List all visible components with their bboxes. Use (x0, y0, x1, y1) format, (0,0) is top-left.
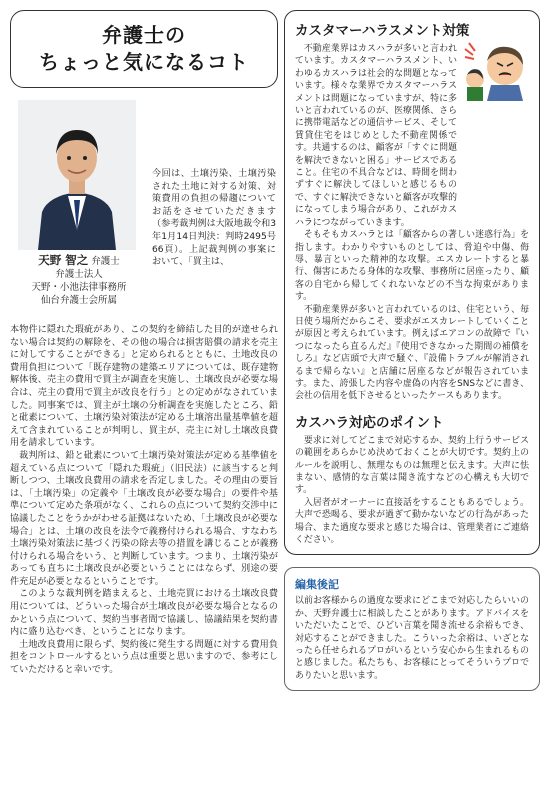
points-title: カスハラ対応のポイント (295, 414, 444, 431)
editor-note-box (284, 567, 540, 691)
article-title-box (10, 10, 278, 88)
author-org-1: 弁護士法人 (55, 269, 103, 280)
article-body (10, 324, 278, 677)
angry-customer-illustration (461, 39, 531, 101)
article-paragraph-1: 本物件に隠れた瑕疵があり、この契約を締結した目的が達せられない場合は契約の解除を、その他の場合は損害賠償の請求を売主に対してすることができる」と定められるとともに、土地改良の費用負担について「既存建物の建築エリアについては、既存建物解体後、売主の費用で買主が調査を実施し、土壌改良が必要な場合は、売主の費用で買主が改良を行う」との定めがなされていました。同事案では、買主が土壌の分析調査を実施したところ、鉛と砒素について、土壌汚染対策法が定める土壌溶出量基準値を超えて含まれていることが判明し、買主が、売主に対し土壌改良費用を請求しています。 (10, 325, 278, 449)
article-paragraph-3: このような裁判例を踏まえると、土地売買における土壌改良費用については、どういった場合が土壌改良が必要な場合となるのかという点について、契約当事者間で協議し、協議結果を契約書内に盛り込むべき、ということになります。 (10, 589, 278, 638)
points-paragraph-1: 要求に対してどこまで対応するか、契約上行うサービスの範囲をあらかじめ決めておくことが大切です。契約上のルールを説明し、無理なものは無理と伝えます。大声に怯まない、感情的な言葉は聞き流すなどの心構えも大切です。 (295, 435, 529, 496)
harassment-paragraph-1: 不動産業界はカスハラが多いと言われています。カスタマーハラスメント、いわゆるカスハラは社会的な問題となっています。様々な業界でカスタマーハラスメントは問題になっていますが、特に多いと言われているのが、医療関係、さらに携帯電話などの通信サービス、そして賃貸住宅をはじめとした不動産関係です。共通するのは、顧客が「すぐに問題を解決できないと困る」サービスであること。住宅の不具合などは、時間を問わずすぐに解決してほしいと感じるもので、すぐに解決できないと顧客が攻撃的になってしまう場合があり、これがカスハラにつながっていきます。 (295, 44, 457, 228)
author-org-3: 仙台弁護士会所属 (40, 295, 117, 306)
harassment-paragraph-3: 不動産業界が多いと言われているのは、住宅という、毎日使う場所だからこそ、要求がエスカレートしていくことが原因と考えられています。例えばエアコンの故障で『いつになったら直るんだ』『使用できなかった期間の補償をしろ』など店頭で大声で騒ぐ、『設備トラブルが解消されるまで帰らない』と店舗に居座るなどが報告されています。また、誇張した内容や虚偽の内容をSNSなどに書き、会社の信用を低下させるといったケースもあります。 (295, 304, 529, 402)
harassment-paragraph-2: そもそもカスハラとは「顧客からの著しい迷惑行為」を指します。わかりやすいものとしては、脅迫や中傷、侮辱、暴言といった精神的な攻撃。エスカレートすると暴行、傷害にあたる身体的な攻撃、事務所に居座ったり、顧客の自宅から帰してくれないなどの不当な拘束があります。 (295, 230, 529, 303)
lawyer-portrait-photo (18, 100, 136, 250)
article-paragraph-2: 裁判所は、鉛と砒素について土壌汚染対策法が定める基準値を超えている点について「隠れた瑕疵」（旧民法）に該当すると判断しつつ、土壌改良費用の請求を否定しました。その理由の要旨は、「土壌汚染」の定義や「土壌改良が必要な場合」の要件や基準について定めた条項がなく、これらの点について契約交渉中に協議したことをうかがわせる証拠はないため、「土壌改良が必要な場合」とは、土壌の改良を法令で義務付けられる場合、すなわち土壌汚染対策法に基づく汚染の除去等の措置を講じることが義務付けられる場合をいう、と判断しています。つまり、土壌汚染があっても直ちに土壌改良が必要ということにはならず、別途の要件充足が必要となるということです。 (10, 450, 278, 587)
harassment-title: カスタマーハラスメント対策 (295, 23, 470, 39)
article-paragraph-4: 土地改良費用に限らず、契約後に発生する問題に対する費用負担をコントロールするという点は重要と思いますので、参考にしていただけると幸いです。 (10, 639, 278, 676)
article-intro (10, 94, 278, 324)
article-title-line-2: ちょっと気になるコト (39, 50, 249, 74)
points-paragraph-2: 入居者がオーナーに直接話をすることもあるでしょう。大声で恐喝る、要求が過ぎて動かないなどの行為があった場合、また過度な要求と感じた場合は、管理業者にご連絡ください。 (295, 497, 529, 546)
harassment-section (284, 10, 540, 555)
editor-note-title: 編集後記 (295, 578, 339, 592)
author-name: 天野 智之 (38, 253, 89, 267)
intro-paragraph: 今回は、土壌汚染、土壌汚染された土地に対する対策、対策費用の負担の帰趨についてお話をさせていただきます（参考裁判例は大阪地裁令和3年1月14日判決：判時2495号66頁）。上記裁判例の事案において、「買主は、 (152, 169, 277, 268)
editor-note-text: 以前お客様からの過度な要求にどこまで対応したらいいのか、天野弁護士に相談したことがあります。アドバイスをいただいたことで、ひどい言葉を聞き流せる余裕もでき、対応することができました。こういった余裕は、いざとなったら任せられるプロがいるという安心から生まれるものと感じました。私たちも、お客様にとってそういうプロでありたいと思います。 (295, 596, 529, 681)
author-role: 弁護士 (91, 256, 120, 267)
lawyer-article (10, 10, 278, 677)
article-title-line-1: 弁護士の (102, 23, 186, 47)
author-org-2: 天野・小池法律事務所 (31, 282, 127, 293)
right-column (284, 10, 540, 691)
author-caption (10, 254, 148, 307)
points-body (295, 435, 529, 547)
